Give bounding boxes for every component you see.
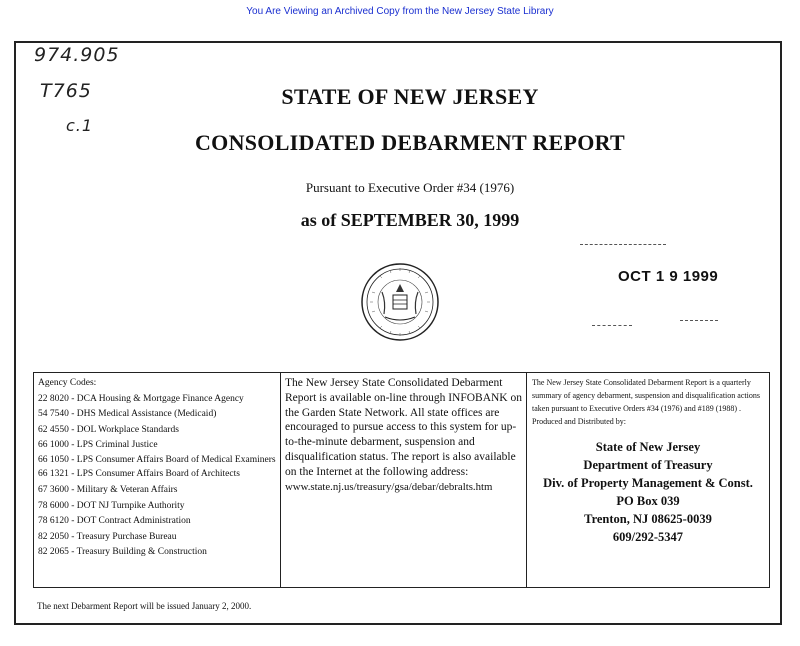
agency-code-item: 78 6000 - DOT NJ Turnpike Authority [38,500,185,511]
report-url: www.state.nj.us/treasury/gsa/debar/debralts.htm [285,480,493,493]
agency-codes-column [34,373,281,587]
agency-code-item: 82 2050 - Treasury Purchase Bureau [38,531,177,542]
agency-code-item: 62 4550 - DOL Workplace Standards [38,424,179,435]
agency-code-item: 66 1000 - LPS Criminal Justice [38,440,158,451]
agency-code-item: 54 7540 - DHS Medical Assistance (Medicaid) [38,409,217,420]
agency-codes-heading: Agency Codes: [38,378,97,388]
archive-banner: You Are Viewing an Archived Copy from the New Jersey State Library [246,6,554,17]
handwritten-copy-number: c.1 [66,116,94,135]
handwritten-call-code: T765 [40,80,92,102]
distributor-line: Div. of Property Management & Const. [543,476,753,490]
agency-code-item: 67 3600 - Military & Veteran Affairs [38,485,178,496]
online-info-column [281,373,527,587]
pursuant-line: Pursuant to Executive Order #34 (1976) [305,180,515,195]
agency-code-item: 82 2065 - Treasury Building & Construction [38,547,207,558]
distributor-address [532,438,764,546]
online-info-text: The New Jersey State Consolidated Debarment Report is available on-line through INFOBANK on the Garden State Network. All state offices are encouraged to pursue access to this system for up-to-the-minute debarment, suspension and disqualification status. The report is also available on the Internet at the following address: [285,377,522,478]
next-report-note: The next Debarment Report will be issued January 2, 2000. [37,601,252,611]
distributor-line: 609/292-5347 [612,530,684,544]
distributor-line: Department of Treasury [583,458,713,472]
handwritten-call-number: 974.905 [34,44,120,66]
distributor-line: Trenton, NJ 08625-0039 [584,512,712,526]
agency-code-item: 22 8020 - DCA Housing & Mortgage Finance Agency [38,393,244,404]
distributor-line: PO Box 039 [616,494,680,508]
stamp-mark-bottom-right [680,320,718,321]
agency-code-item: 66 1321 - LPS Consumer Affairs Board of Architects [38,469,240,480]
distribution-column [527,373,769,587]
agency-code-item: 66 1050 - LPS Consumer Affairs Board of Medical Examiners [38,454,276,465]
report-date: as of SEPTEMBER 30, 1999 [300,210,520,230]
info-table [33,372,770,588]
distribution-intro: The New Jersey State Consolidated Debarment Report is a quarterly summary of agency debarment, suspension and disqualification actions taken pursuant to Executive Orders #34 (1976) and #189 (1988) . Produced and Distributed by: [532,378,760,426]
distributor-line: State of New Jersey [595,440,701,454]
stamp-mark-top [580,244,666,245]
document-title: STATE OF NEW JERSEY [281,84,539,109]
agency-code-item: 78 6120 - DOT Contract Administration [38,516,191,527]
document-subtitle: CONSOLIDATED DEBARMENT REPORT [194,130,626,155]
state-seal-icon [360,262,440,342]
stamp-mark-bottom-left [592,325,632,326]
received-date-stamp: OCT 1 9 1999 [618,268,719,285]
